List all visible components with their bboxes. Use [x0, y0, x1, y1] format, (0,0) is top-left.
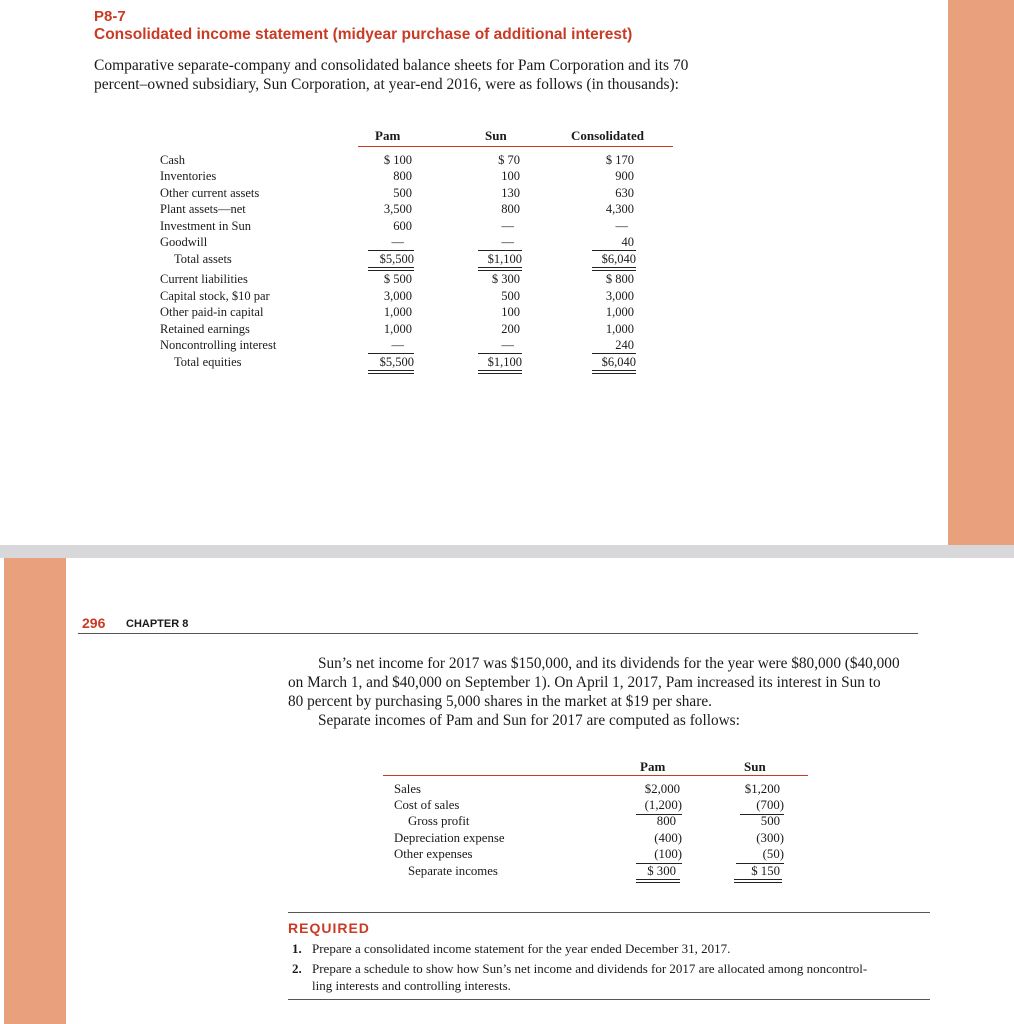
row-label: Investment in Sun	[160, 219, 251, 233]
pam-value: $ 100	[383, 153, 412, 167]
pam-value: $5,500	[379, 252, 414, 266]
sun-value: $ 300	[491, 272, 520, 286]
row-label: Retained earnings	[160, 322, 250, 336]
sun-value: (300)	[756, 831, 784, 845]
consolidated-value: $6,040	[601, 252, 636, 266]
consolidated-value: 240	[615, 338, 634, 352]
pam-value: 800	[656, 814, 676, 828]
subtotal-rule	[368, 353, 414, 354]
pam-value: $ 500	[383, 272, 412, 286]
sun-value: 500	[760, 814, 780, 828]
row-label: Other current assets	[160, 186, 260, 200]
problem-intro	[94, 56, 774, 94]
row-label: Gross profit	[408, 814, 470, 828]
required-item-text: Prepare a consolidated income statement for the year ended December 31, 2017.	[312, 941, 731, 956]
row-label: Other paid-in capital	[160, 305, 264, 319]
page-edge-strip	[4, 558, 66, 1024]
consolidated-value: 3,000	[605, 289, 634, 303]
required-item-number: 2.	[292, 961, 302, 976]
subtotal-rule	[592, 353, 636, 354]
pam-value: 800	[393, 169, 412, 183]
header-rule	[358, 146, 673, 147]
column-header-pam: Pam	[375, 128, 401, 143]
problem-title: Consolidated income statement (midyear purchase of additional interest)	[94, 26, 633, 43]
subtotal-rule	[592, 250, 636, 251]
sun-value: 800	[501, 202, 520, 216]
sun-value: —	[501, 338, 514, 352]
page-edge-strip	[948, 0, 1014, 545]
row-label: Goodwill	[160, 235, 208, 249]
pam-value: $2,000	[644, 782, 680, 796]
pam-value: 500	[393, 186, 412, 200]
total-double-rule	[368, 370, 414, 374]
consolidated-value: 40	[621, 235, 634, 249]
pam-value: —	[391, 338, 404, 352]
narrative-line: on March 1, and $40,000 on September 1). On April 1, 2017, Pam increased its interest in Sun to	[288, 674, 881, 691]
row-label: Cost of sales	[394, 798, 460, 812]
pam-value: (1,200)	[644, 798, 682, 812]
intro-line: percent–owned subsidiary, Sun Corporation, at year-end 2016, were as follows (in thousands):	[94, 76, 679, 93]
sun-value: 130	[501, 186, 520, 200]
chapter-rule	[78, 633, 918, 634]
row-label: Current liabilities	[160, 272, 248, 286]
sun-value: $1,100	[487, 252, 522, 266]
total-double-rule	[734, 879, 782, 883]
pam-value: 3,000	[383, 289, 412, 303]
consolidated-value: $ 800	[605, 272, 634, 286]
subtotal-rule	[368, 250, 414, 251]
column-header-pam: Pam	[640, 759, 666, 774]
row-label: Total equities	[174, 355, 242, 369]
column-header-consolidated: Consolidated	[571, 128, 644, 143]
row-label: Total assets	[174, 252, 232, 266]
narrative-line: Sun’s net income for 2017 was $150,000, and its dividends for the year were $80,000 ($40,000	[318, 655, 900, 672]
pam-value: 1,000	[383, 322, 412, 336]
required-item-text: Prepare a schedule to show how Sun’s net income and dividends for 2017 are allocated among noncontrol-	[312, 961, 868, 976]
total-double-rule	[368, 267, 414, 271]
pam-value: 600	[393, 219, 412, 233]
row-label: Capital stock, $10 par	[160, 289, 270, 303]
header-rule	[383, 775, 808, 776]
sun-value: $1,100	[487, 355, 522, 369]
required-top-rule	[288, 912, 930, 913]
pam-value: $5,500	[379, 355, 414, 369]
subtotal-rule	[478, 353, 522, 354]
sun-value: —	[501, 235, 514, 249]
row-label: Cash	[160, 153, 185, 167]
sun-value: 100	[501, 305, 520, 319]
total-double-rule	[592, 267, 636, 271]
row-label: Sales	[394, 782, 422, 796]
pam-value: (100)	[654, 847, 682, 861]
subtotal-rule	[478, 250, 522, 251]
consolidated-value: 900	[615, 169, 634, 183]
narrative-line: Separate incomes of Pam and Sun for 2017 are computed as follows:	[318, 712, 740, 729]
column-header-sun: Sun	[744, 759, 766, 774]
row-label: Noncontrolling interest	[160, 338, 277, 352]
total-double-rule	[592, 370, 636, 374]
sun-value: $ 70	[498, 153, 520, 167]
row-label: Plant assets—net	[160, 202, 246, 216]
sun-value: (50)	[762, 847, 784, 861]
page-number: 296	[82, 615, 106, 631]
pam-value: 1,000	[383, 305, 412, 319]
sun-value: $ 150	[751, 864, 780, 878]
row-label: Separate incomes	[408, 864, 498, 878]
consolidated-value: —	[615, 219, 628, 233]
consolidated-value: $6,040	[601, 355, 636, 369]
sun-value: (700)	[756, 798, 784, 812]
pam-value: 3,500	[383, 202, 412, 216]
total-double-rule	[478, 267, 522, 271]
consolidated-value: $ 170	[605, 153, 634, 167]
required-bottom-rule	[288, 999, 930, 1000]
intro-line: Comparative separate-company and consolidated balance sheets for Pam Corporation and its 70	[94, 57, 689, 74]
chapter-label: CHAPTER 8	[126, 618, 189, 630]
narrative-text	[288, 654, 938, 730]
required-heading: REQUIRED	[288, 920, 370, 936]
consolidated-value: 630	[615, 186, 634, 200]
row-label: Inventories	[160, 169, 217, 183]
sun-value: 200	[501, 322, 520, 336]
consolidated-value: 1,000	[605, 322, 634, 336]
sun-value: $1,200	[744, 782, 780, 796]
total-double-rule	[478, 370, 522, 374]
narrative-line: 80 percent by purchasing 5,000 shares in the market at $19 per share.	[288, 693, 712, 710]
pam-value: —	[391, 235, 404, 249]
sun-value: —	[501, 219, 514, 233]
row-label: Depreciation expense	[394, 831, 505, 845]
pam-value: $ 300	[647, 864, 676, 878]
textbook-page-bottom	[0, 558, 1014, 1024]
required-item-number: 1.	[292, 941, 302, 956]
column-header-sun: Sun	[485, 128, 507, 143]
consolidated-value: 1,000	[605, 305, 634, 319]
total-double-rule	[636, 879, 680, 883]
required-item-text: ling interests and controlling interests.	[312, 978, 511, 993]
row-label: Other expenses	[394, 847, 473, 861]
sun-value: 100	[501, 169, 520, 183]
pam-value: (400)	[654, 831, 682, 845]
consolidated-value: 4,300	[605, 202, 634, 216]
sun-value: 500	[501, 289, 520, 303]
problem-number: P8-7	[94, 8, 126, 25]
